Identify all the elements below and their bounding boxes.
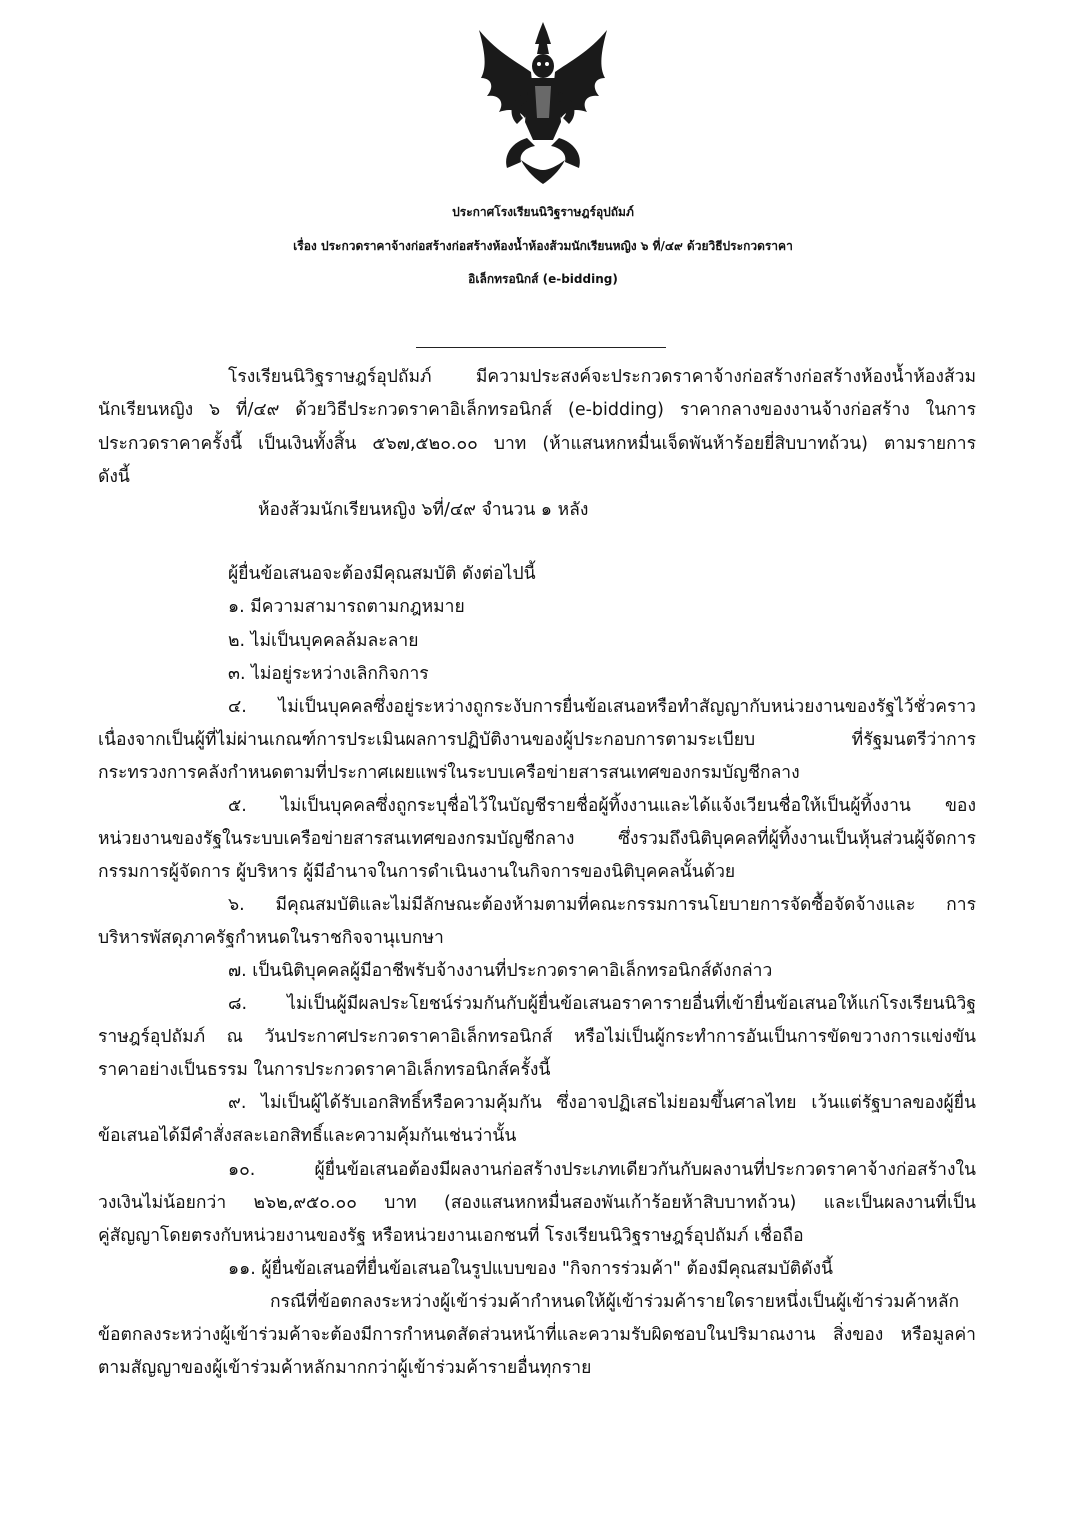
joint-venture-line: กรณีที่ข้อตกลงระหว่างผู้เข้าร่วมค้ากำหนดให้ผู้เข้าร่วมค้ารายใดรายหนึ่งเป็นผู้เข้าร่วมค้าหลัก bbox=[270, 1292, 960, 1312]
garuda-emblem bbox=[477, 22, 609, 184]
qualification-item-cont: หน่วยงานของรัฐในระบบเครือข่ายสารสนเทศของกรมบัญชีกลาง ซึ่งรวมถึงนิติบุคคลที่ผู้ทิ้งงานเป็นหุ้นส่วนผู้จัดการ bbox=[98, 829, 976, 849]
qualification-item-cont: ข้อเสนอได้มีคำสั่งสละเอกสิทธิ์และความคุ้มกันเช่นว่านั้น bbox=[98, 1126, 517, 1146]
qualification-heading: ผู้ยื่นข้อเสนอจะต้องมีคุณสมบัติ ดังต่อไปนี้ bbox=[228, 564, 536, 584]
qualification-item-cont: เนื่องจากเป็นผู้ที่ไม่ผ่านเกณฑ์การประเมินผลการปฏิบัติงานของผู้ประกอบการตามระเบียบ ที่รัฐมนตรีว่าการ bbox=[98, 730, 976, 750]
joint-venture-line: ตามสัญญาของผู้เข้าร่วมค้าหลักมากกว่าผู้เข้าร่วมค้ารายอื่นทุกราย bbox=[98, 1358, 592, 1378]
qualification-item-cont: ราคาอย่างเป็นธรรม ในการประกวดราคาอิเล็กทรอนิกส์ครั้งนี้ bbox=[98, 1060, 551, 1080]
announcement-subject-cont: อิเล็กทรอนิกส์ (e-bidding) bbox=[468, 272, 618, 286]
qualification-item: ๒. ไม่เป็นบุคคลล้มละลาย bbox=[228, 631, 419, 651]
qualification-item: ๑. มีความสามารถตามกฎหมาย bbox=[228, 597, 465, 617]
intro-line: โรงเรียนนิวิฐราษฎร์อุปถัมภ์ มีความประสงค์จะประกวดราคาจ้างก่อสร้างก่อสร้างห้องน้ำห้องส้วม bbox=[228, 367, 976, 387]
qualification-item-cont: กรรมการผู้จัดการ ผู้บริหาร ผู้มีอำนาจในการดำเนินงานในกิจการของนิติบุคคลนั้นด้วย bbox=[98, 862, 736, 882]
qualification-item-cont: คู่สัญญาโดยตรงกับหน่วยงานของรัฐ หรือหน่วยงานเอกชนที่ โรงเรียนนิวิฐราษฎร์อุปถัมภ์ เชื่อถือ bbox=[98, 1226, 804, 1246]
qualification-item: ๕. ไม่เป็นบุคคลซึ่งถูกระบุชื่อไว้ในบัญชีรายชื่อผู้ทิ้งงานและได้แจ้งเวียนชื่อให้เป็นผู้ทิ้งงาน ของ bbox=[228, 796, 976, 816]
announcement-title: ประกาศโรงเรียนนิวิฐราษฎร์อุปถัมภ์ bbox=[452, 205, 634, 219]
qualification-item: ๑๑. ผู้ยื่นข้อเสนอที่ยื่นข้อเสนอในรูปแบบของ "กิจการร่วมค้า" ต้องมีคุณสมบัติดังนี้ bbox=[228, 1259, 833, 1279]
qualification-item-cont: วงเงินไม่น้อยกว่า ๒๖๒,๙๕๐.๐๐ บาท (สองแสนหกหมื่นสองพันเก้าร้อยห้าสิบบาทถ้วน) และเป็นผลงานที่เป็น bbox=[98, 1193, 976, 1213]
announcement-subject: เรื่อง ประกวดราคาจ้างก่อสร้างก่อสร้างห้องน้ำห้องส้วมนักเรียนหญิง ๖ ที่/๔๙ ด้วยวิธีประกวดราคา bbox=[293, 239, 793, 253]
item-line: ห้องส้วมนักเรียนหญิง ๖ที่/๔๙ จำนวน ๑ หลัง bbox=[258, 500, 589, 520]
qualification-item-cont: กระทรวงการคลังกำหนดตามที่ประกาศเผยแพร่ในระบบเครือข่ายสารสนเทศของกรมบัญชีกลาง bbox=[98, 763, 800, 783]
title-divider bbox=[416, 347, 666, 348]
qualification-item-cont: บริหารพัสดุภาครัฐกำหนดในราชกิจจานุเบกษา bbox=[98, 928, 444, 948]
qualification-item: ๘. ไม่เป็นผู้มีผลประโยชน์ร่วมกันกับผู้ยื่นข้อเสนอราคารายอื่นที่เข้ายื่นข้อเสนอให้แก่โรงเรียนนิวิฐ bbox=[228, 994, 976, 1014]
qualification-item-cont: ราษฎร์อุปถัมภ์ ณ วันประกาศประกวดราคาอิเล็กทรอนิกส์ หรือไม่เป็นผู้กระทำการอันเป็นการขัดขวางการแข่งขัน bbox=[98, 1027, 976, 1047]
qualification-item: ๓. ไม่อยู่ระหว่างเลิกกิจการ bbox=[228, 664, 429, 684]
qualification-item: ๔. ไม่เป็นบุคคลซึ่งอยู่ระหว่างถูกระงับการยื่นข้อเสนอหรือทำสัญญากับหน่วยงานของรัฐไว้ชั่วคราว bbox=[228, 697, 976, 717]
qualification-item: ๗. เป็นนิติบุคคลผู้มีอาชีพรับจ้างงานที่ประกวดราคาอิเล็กทรอนิกส์ดังกล่าว bbox=[228, 961, 773, 981]
joint-venture-line: ข้อตกลงระหว่างผู้เข้าร่วมค้าจะต้องมีการกำหนดสัดส่วนหน้าที่และความรับผิดชอบในปริมาณงาน สิ่งของ หรือมูลค่า bbox=[98, 1325, 976, 1345]
intro-line: ดังนี้ bbox=[98, 467, 130, 487]
intro-line: นักเรียนหญิง ๖ ที่/๔๙ ด้วยวิธีประกวดราคาอิเล็กทรอนิกส์ (e-bidding) ราคากลางของงานจ้างก่อสร้าง ในการ bbox=[98, 400, 976, 420]
qualification-item: ๙. ไม่เป็นผู้ได้รับเอกสิทธิ์หรือความคุ้มกัน ซึ่งอาจปฏิเสธไม่ยอมขึ้นศาลไทย เว้นแต่รัฐบาลของผู้ยื่น bbox=[228, 1093, 976, 1113]
qualification-item: ๖. มีคุณสมบัติและไม่มีลักษณะต้องห้ามตามที่คณะกรรมการนโยบายการจัดซื้อจัดจ้างและ การ bbox=[228, 895, 976, 915]
qualification-item: ๑๐. ผู้ยื่นข้อเสนอต้องมีผลงานก่อสร้างประเภทเดียวกันกับผลงานที่ประกวดราคาจ้างก่อสร้างใน bbox=[228, 1160, 976, 1180]
intro-line: ประกวดราคาครั้งนี้ เป็นเงินทั้งสิ้น ๕๖๗,๕๒๐.๐๐ บาท (ห้าแสนหกหมื่นเจ็ดพันห้าร้อยยี่สิบบาทถ้วน) ตามรายการ bbox=[98, 434, 976, 454]
